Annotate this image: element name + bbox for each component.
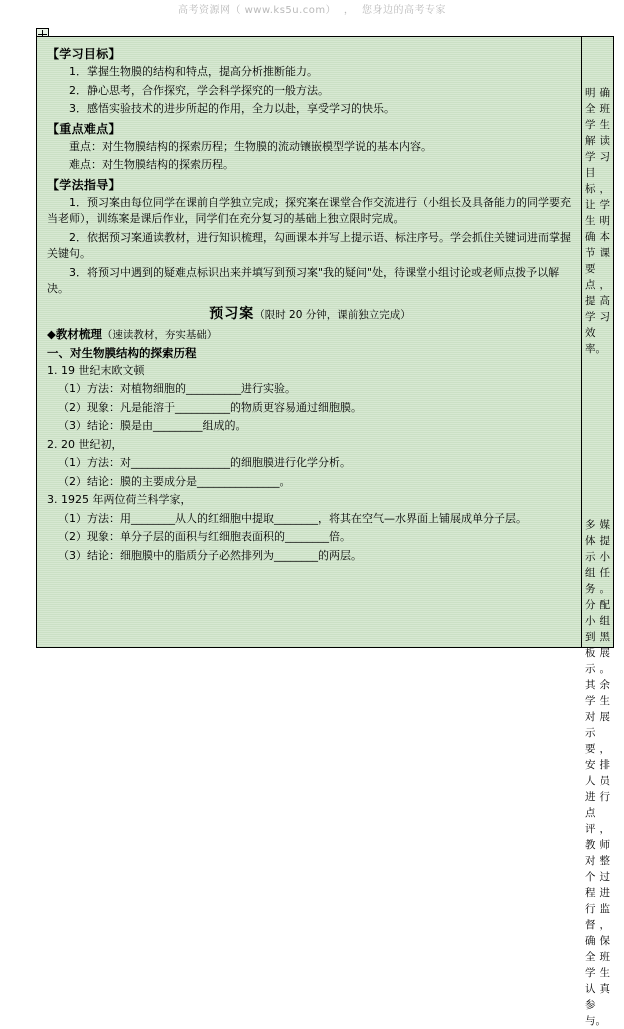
objective-item: 1．掌握生物膜的结构和特点，提高分析推断能力。 — [69, 65, 318, 78]
textbook-review-sublabel: （速读教材，夯实基础） — [101, 328, 218, 341]
watermark-header — [0, 0, 624, 22]
watermark-separator: ， — [343, 5, 355, 16]
section-one-heading: 一、对生物膜结构的探索历程 — [47, 345, 197, 360]
content-line: （2）结论：膜的主要成分是_______________。 — [58, 474, 291, 488]
textbook-review-header — [47, 326, 573, 342]
content-line: （1）方法：用________从人的红细胞中提取________，将其在空气—水界面上铺展成单分子层。 — [58, 511, 527, 525]
side-note-second: 多媒体提示小组任务。分配小组到黑板展示。其余学生对展示要，安排人员进行点评，教师对整个过程进行监督，确保全班学生认真参与。 — [585, 519, 610, 1027]
content-line: （3）结论：膜是由_________组成的。 — [58, 419, 247, 432]
content-line: （1）方法：对__________________的细胞膜进行化学分析。 — [58, 456, 351, 469]
study-method-header: 【学法指导】 — [47, 177, 121, 192]
content-line: 1. 19 世纪末欧文顿 — [47, 363, 145, 377]
content-line: （1）方法：对植物细胞的__________进行实验。 — [58, 382, 296, 395]
learning-objectives-header: 【学习目标】 — [47, 47, 121, 61]
content-line: 2. 20 世纪初， — [47, 437, 123, 451]
method-item: 2．依据预习案通读教材，进行知识梳理，勾画课本并写上提示语、标注序号。学会抓住关键词进而掌握关键句。 — [47, 230, 571, 260]
objective-item: 3．感悟实验技术的进步所起的作用，全力以赴，享受学习的快乐。 — [69, 102, 395, 115]
watermark-left: 高考资源网（ www.ks5u.com） — [177, 5, 337, 16]
main-content-column — [37, 37, 582, 647]
content-line: （2）现象：单分子层的面积与红细胞表面积的________倍。 — [58, 530, 351, 543]
preview-section-title — [47, 303, 573, 323]
document-table — [36, 36, 614, 1027]
content-line: （2）现象：凡是能溶于__________的物质更容易通过细胞膜。 — [58, 400, 362, 414]
textbook-review-label: ◆教材梳理 — [47, 326, 102, 341]
preview-title-text: 预习案 — [209, 305, 255, 322]
side-note-first: 明确全班学生解读学习目标，让学生明确本节课要点，提高学习效率。 — [585, 87, 610, 355]
content-line: （3）结论：细胞膜中的脂质分子必然排列为________的两层。 — [58, 548, 362, 562]
keypoint-item: 重点：对生物膜结构的探索历程；生物膜的流动镶嵌模型学说的基本内容。 — [69, 139, 432, 153]
objective-item: 2．静心思考，合作探究，学会科学探究的一般方法。 — [69, 83, 329, 97]
method-item: 1．预习案由每位同学在课前自学独立完成；探究案在课堂合作交流进行（小组长及具备能力的同学要充当老师），训练案是课后作业，同学们在充分复习的基础上独立限时完成。 — [47, 195, 571, 225]
method-item: 3．将预习中遇到的疑难点标识出来并填写到预习案"我的疑问"处，待课堂小组讨论或老师点拨予以解决。 — [47, 265, 560, 295]
keypoint-item: 难点：对生物膜结构的探索历程。 — [69, 158, 234, 171]
key-difficulties-header: 【重点难点】 — [47, 121, 121, 136]
watermark-right: 您身边的高考专家 — [362, 5, 447, 16]
side-notes-column — [582, 37, 613, 1027]
preview-title-subtext: （限时 20 分钟，课前独立完成） — [254, 308, 411, 321]
content-line: 3. 1925 年两位荷兰科学家， — [47, 493, 192, 506]
